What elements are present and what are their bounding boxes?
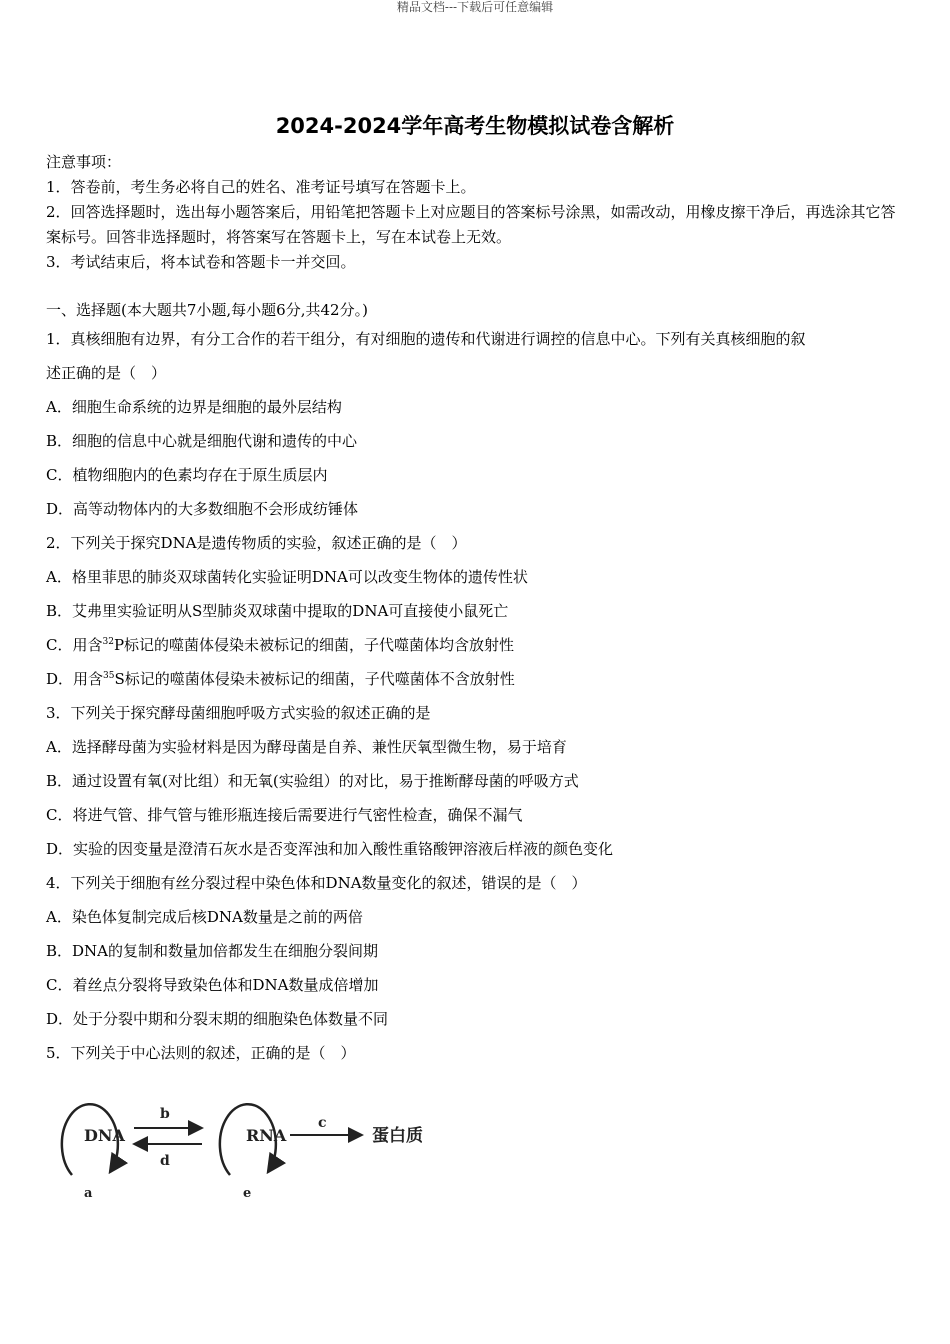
isotope-superscript: 32	[102, 637, 114, 647]
question-1-stem-cont: 述正确的是（ ）	[46, 364, 167, 382]
question-1-option-c: C．植物细胞内的色素均存在于原生质层内	[46, 466, 328, 484]
page-title: 2024-2024学年高考生物模拟试卷含解析	[275, 114, 675, 138]
notes-item: 3．考试结束后，将本试卷和答题卡一并交回。	[46, 253, 356, 271]
label-a: a	[84, 1186, 93, 1201]
notes-item: 2．回答选择题时，选出每小题答案后，用铅笔把答题卡上对应题目的答案标号涂黑，如需改动，用橡皮擦干净后，再选涂其它答案标号。回答非选择题时，将答案写在答题卡上，写在本试卷上无效。	[46, 203, 896, 246]
notes-block	[46, 150, 906, 275]
question-3-option-a: A．选择酵母菌为实验材料是因为酵母菌是自养、兼性厌氧型微生物，易于培育	[46, 738, 567, 756]
rna-label: RNA	[246, 1126, 287, 1145]
question-4-option-a: A．染色体复制完成后核DNA数量是之前的两倍	[46, 908, 363, 926]
question-4-stem: 4．下列关于细胞有丝分裂过程中染色体和DNA数量变化的叙述，错误的是（ ）	[46, 874, 587, 892]
question-2-option-b: B．艾弗里实验证明从S型肺炎双球菌中提取的DNA可直接使小鼠死亡	[46, 602, 509, 620]
question-2-option-c	[46, 628, 906, 662]
option-c-prefix: C．用含	[46, 636, 103, 654]
option-c-text: P标记的噬菌体侵染未被标记的细菌，子代噬菌体均含放射性	[113, 636, 515, 654]
question-1-option-d: D．高等动物体内的大多数细胞不会形成纺锤体	[46, 500, 359, 518]
question-4-option-c: C．着丝点分裂将导致染色体和DNA数量成倍增加	[46, 976, 379, 994]
section-heading: 一、选择题(本大题共7小题,每小题6分,共42分。)	[46, 301, 368, 319]
label-c: c	[318, 1115, 327, 1131]
question-4-option-b: B．DNA的复制和数量加倍都发生在细胞分裂间期	[46, 942, 379, 960]
question-2-option-d	[46, 662, 906, 696]
isotope-superscript: 35	[103, 671, 115, 681]
question-3-option-b: B．通过设置有氧(对比组）和无氧(实验组）的对比，易于推断酵母菌的呼吸方式	[46, 772, 579, 790]
question-3-stem: 3．下列关于探究酵母菌细胞呼吸方式实验的叙述正确的是	[46, 704, 431, 722]
label-b: b	[160, 1106, 170, 1122]
notes-heading: 注意事项：	[46, 153, 122, 171]
question-1-option-b: B．细胞的信息中心就是细胞代谢和遗传的中心	[46, 432, 358, 450]
option-d-prefix: D．用含	[46, 670, 104, 688]
option-d-text: S标记的噬菌体侵染未被标记的细菌，子代噬菌体不含放射性	[114, 670, 515, 688]
dna-label: DNA	[84, 1126, 125, 1145]
page-header: 精品文档---下载后可任意编辑	[396, 0, 554, 14]
question-2-stem: 2．下列关于探究DNA是遗传物质的实验，叙述正确的是（ ）	[46, 534, 467, 552]
question-5-stem: 5．下列关于中心法则的叙述，正确的是（ ）	[46, 1044, 356, 1062]
questions-block	[46, 322, 906, 1070]
protein-label: 蛋白质	[372, 1126, 423, 1146]
notes-item: 1．答卷前，考生务必将自己的姓名、准考证号填写在答题卡上。	[46, 178, 476, 196]
question-2-option-a: A．格里菲思的肺炎双球菌转化实验证明DNA可以改变生物体的遗传性状	[46, 568, 528, 586]
label-e: e	[243, 1186, 252, 1201]
central-dogma-diagram	[50, 1080, 450, 1210]
question-1-stem: 1．真核细胞有边界，有分工合作的若干组分，有对细胞的遗传和代谢进行调控的信息中心。下列有关真核细胞的叙	[46, 330, 806, 348]
question-3-option-d: D．实验的因变量是澄清石灰水是否变浑浊和加入酸性重铬酸钾溶液后样液的颜色变化	[46, 840, 614, 858]
question-3-option-c: C．将进气管、排气管与锥形瓶连接后需要进行气密性检查，确保不漏气	[46, 806, 523, 824]
question-1-option-a: A．细胞生命系统的边界是细胞的最外层结构	[46, 398, 342, 416]
label-d: d	[160, 1153, 170, 1169]
question-4-option-d: D．处于分裂中期和分裂末期的细胞染色体数量不同	[46, 1010, 389, 1028]
